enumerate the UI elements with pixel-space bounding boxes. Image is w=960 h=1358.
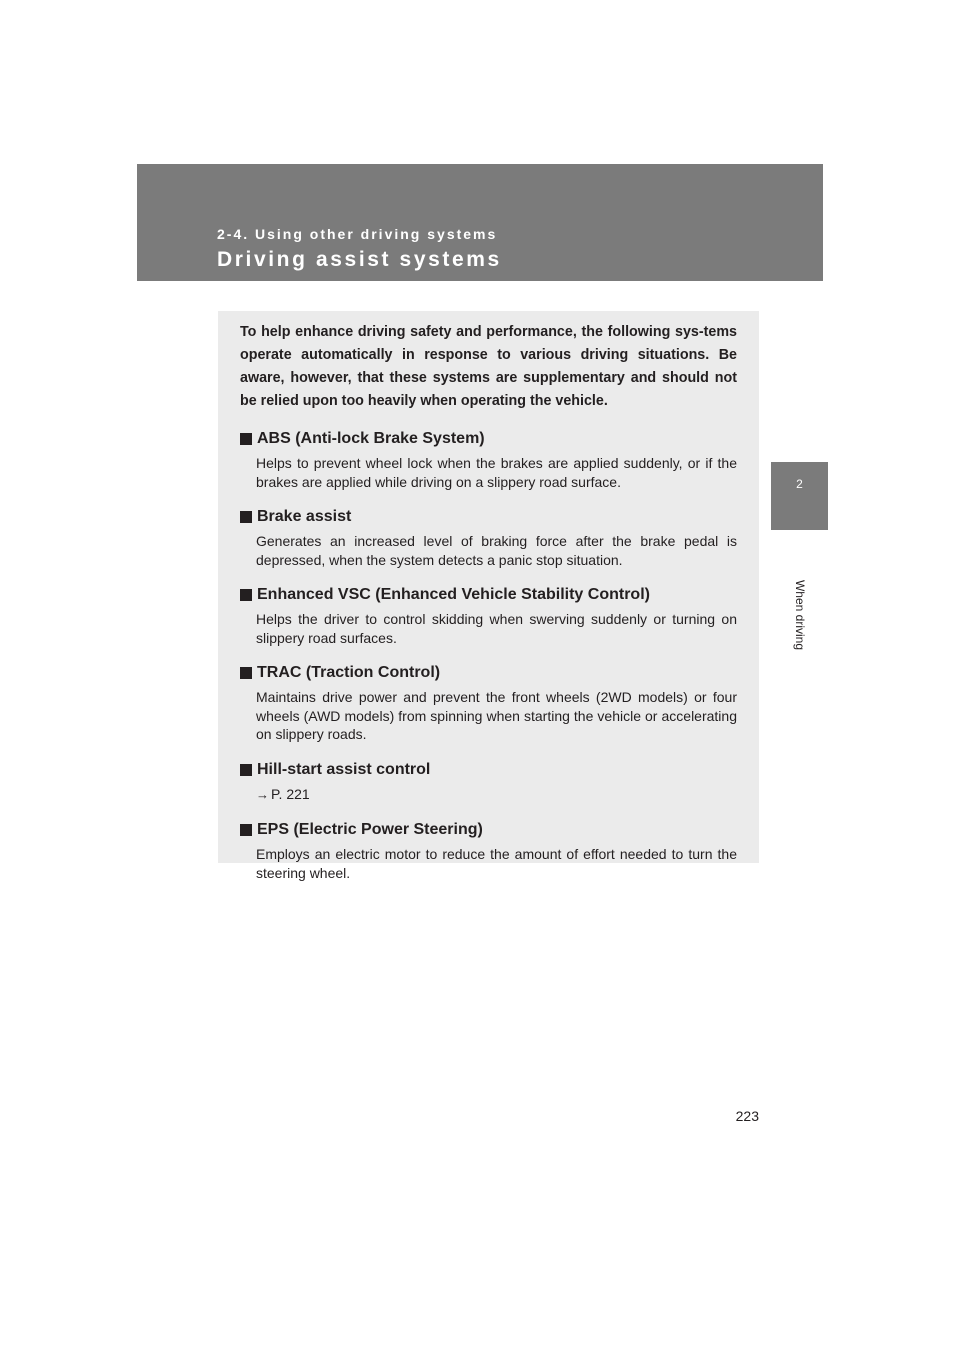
list-item-enhanced-vsc — [240, 584, 737, 647]
item-description: Maintains drive power and prevent the front wheels (2WD models) or four wheels (AWD models) from spinning when starting the vehicle or accelerating on slippery roads. — [256, 689, 737, 742]
item-description: Helps the driver to control skidding when swerving suddenly or turning on slippery road surfaces. — [256, 611, 737, 646]
page-title: Driving assist systems — [217, 248, 502, 271]
item-title: Hill-start assist control — [257, 760, 431, 778]
square-bullet-icon — [240, 824, 252, 836]
list-item-eps — [240, 819, 737, 882]
item-description: Employs an electric motor to reduce the amount of effort needed to turn the steering wheel. — [256, 846, 737, 881]
subsection-title: 2-4. Using other driving systems — [217, 226, 498, 242]
item-title: TRAC (Traction Control) — [257, 664, 441, 681]
item-description: Generates an increased level of braking force after the brake pedal is depressed, when the system detects a panic stop situation. — [256, 533, 737, 568]
page-reference-text: P. 221 — [271, 785, 310, 802]
section-header — [137, 164, 823, 281]
page-reference[interactable] — [256, 785, 737, 805]
intro-text: To help enhance driving safety and performance, the following sys-tems operate automatically in response to various driving situations. Be aware, however, that these systems are supplementary and should not be relied upon too heavily when operating the vehicle. — [240, 324, 737, 409]
chapter-label — [773, 580, 827, 650]
list-item-trac — [240, 662, 737, 744]
square-bullet-icon — [240, 433, 252, 445]
page-number: 223 — [735, 1108, 759, 1124]
item-title: EPS (Electric Power Steering) — [257, 821, 483, 838]
square-bullet-icon — [240, 589, 252, 601]
chapter-number: 2 — [796, 477, 803, 491]
list-item-hill-start — [240, 759, 737, 805]
item-title: ABS (Anti-lock Brake System) — [257, 430, 485, 447]
square-bullet-icon — [240, 667, 252, 679]
chapter-tab — [771, 462, 828, 530]
content-box — [218, 311, 759, 881]
arrow-right-icon: → — [256, 786, 269, 802]
list-item-abs — [240, 428, 737, 491]
square-bullet-icon — [240, 764, 252, 776]
chapter-label-text: When driving — [793, 579, 807, 651]
list-item-brake-assist — [240, 506, 737, 569]
item-description: Helps to prevent wheel lock when the brakes are applied suddenly, or if the brakes are applied while driving on a slippery road surface. — [256, 455, 737, 490]
item-title: Brake assist — [257, 508, 352, 525]
square-bullet-icon — [240, 511, 252, 523]
item-title: Enhanced VSC (Enhanced Vehicle Stability Control) — [257, 586, 650, 603]
